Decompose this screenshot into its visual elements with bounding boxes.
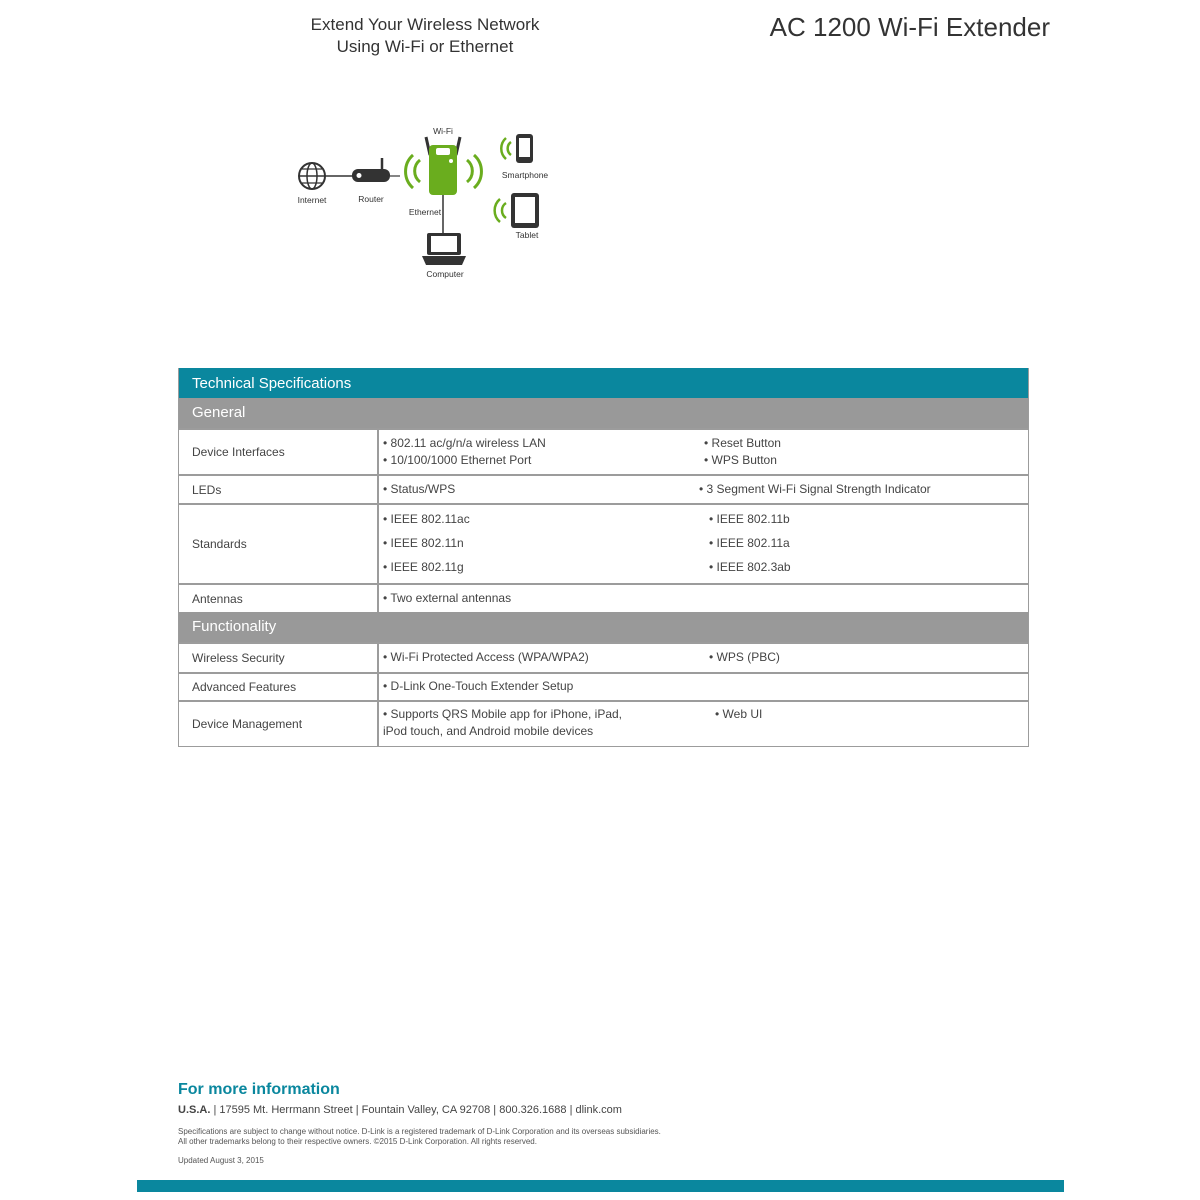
spec-value: iPod touch, and Android mobile devices	[383, 724, 594, 738]
smartphone-icon	[516, 134, 533, 163]
spec-label: Antennas	[179, 585, 379, 612]
spec-value: • IEEE 802.11b	[709, 512, 790, 526]
spec-values	[379, 476, 1028, 503]
spec-value: • Supports QRS Mobile app for iPhone, iPad,	[383, 707, 622, 721]
more-info-heading: For more information	[178, 1081, 340, 1098]
updated-date: Updated August 3, 2015	[178, 1156, 264, 1165]
spec-label: Advanced Features	[179, 674, 379, 700]
router-icon	[352, 158, 390, 182]
globe-icon	[299, 163, 325, 189]
spec-value: • IEEE 802.11ac	[383, 512, 470, 526]
spec-values	[379, 505, 1028, 583]
spec-value: • IEEE 802.11g	[383, 560, 464, 574]
spec-value: • IEEE 802.11a	[709, 536, 790, 550]
diagram-heading-line2: Using Wi-Fi or Ethernet	[336, 37, 514, 56]
extender-icon	[426, 137, 460, 195]
spec-value: • D-Link One-Touch Extender Setup	[383, 679, 574, 693]
spec-value: • Reset Button	[704, 436, 781, 450]
spec-values	[379, 644, 1028, 672]
spec-row-standards	[179, 503, 1028, 583]
network-diagram	[280, 115, 570, 290]
signal-waves-left-icon	[406, 155, 420, 188]
spec-values	[379, 585, 1028, 612]
spec-row-advanced-features	[179, 672, 1028, 700]
diagram-heading-line1: Extend Your Wireless Network	[310, 15, 540, 34]
spec-value: • IEEE 802.3ab	[709, 560, 791, 574]
tablet-signal-icon	[495, 199, 506, 222]
spec-label: LEDs	[179, 476, 379, 503]
spec-label: Standards	[179, 505, 379, 583]
spec-value: • Status/WPS	[383, 482, 456, 496]
spec-table	[178, 368, 1029, 747]
spec-row-leds	[179, 474, 1028, 503]
bottom-bar	[137, 1180, 1064, 1192]
spec-row-wireless-security	[179, 642, 1028, 672]
spec-value: • Two external antennas	[383, 591, 512, 605]
laptop-icon	[422, 233, 466, 265]
spec-row-antennas	[179, 583, 1028, 612]
spec-value: • 3 Segment Wi-Fi Signal Strength Indicator	[699, 482, 931, 496]
signal-waves-right-icon	[467, 155, 481, 188]
smartphone-label: Smartphone	[501, 170, 549, 180]
spec-value: • 10/100/1000 Ethernet Port	[383, 453, 532, 467]
legal-notice	[178, 1127, 661, 1147]
spec-value: • Wi-Fi Protected Access (WPA/WPA2)	[383, 650, 589, 664]
spec-values	[379, 430, 1028, 474]
spec-value: • Web UI	[715, 707, 763, 721]
legal-line1: Specifications are subject to change without notice. D-Link is a registered trademark of D-Link Corporation and its overseas subsidiaries.	[178, 1127, 661, 1136]
spec-value: • WPS (PBC)	[709, 650, 780, 664]
smartphone-signal-icon	[501, 138, 511, 159]
spec-value: • WPS Button	[704, 453, 777, 467]
contact-address	[178, 1104, 622, 1116]
router-label: Router	[358, 194, 384, 204]
spec-value: • IEEE 802.11n	[383, 536, 464, 550]
spec-row-device-management	[179, 700, 1028, 746]
spec-row-device-interfaces	[179, 428, 1028, 474]
spec-label: Device Interfaces	[179, 430, 379, 474]
tablet-label: Tablet	[515, 230, 539, 240]
section-general: General	[179, 398, 1028, 428]
spec-values	[379, 674, 1028, 700]
wifi-label: Wi-Fi	[433, 126, 453, 136]
spec-values	[379, 702, 1028, 746]
spec-table-title: Technical Specifications	[179, 368, 1028, 398]
legal-line2: All other trademarks belong to their respective owners. ©2015 D-Link Corporation. All rights reserved.	[178, 1137, 537, 1146]
address-text: | 17595 Mt. Herrmann Street | Fountain Valley, CA 92708 | 800.326.1688 | dlink.com	[210, 1104, 622, 1116]
spec-value: • 802.11 ac/g/n/a wireless LAN	[383, 436, 546, 450]
tablet-icon	[511, 193, 539, 228]
diagram-heading	[280, 14, 570, 58]
country-label: U.S.A.	[178, 1104, 211, 1116]
product-title: AC 1200 Wi-Fi Extender	[769, 12, 1050, 42]
ethernet-label: Ethernet	[408, 207, 442, 217]
internet-label: Internet	[297, 195, 327, 205]
spec-label: Wireless Security	[179, 644, 379, 672]
section-functionality: Functionality	[179, 612, 1028, 642]
computer-label: Computer	[426, 269, 464, 279]
spec-label: Device Management	[179, 702, 379, 746]
